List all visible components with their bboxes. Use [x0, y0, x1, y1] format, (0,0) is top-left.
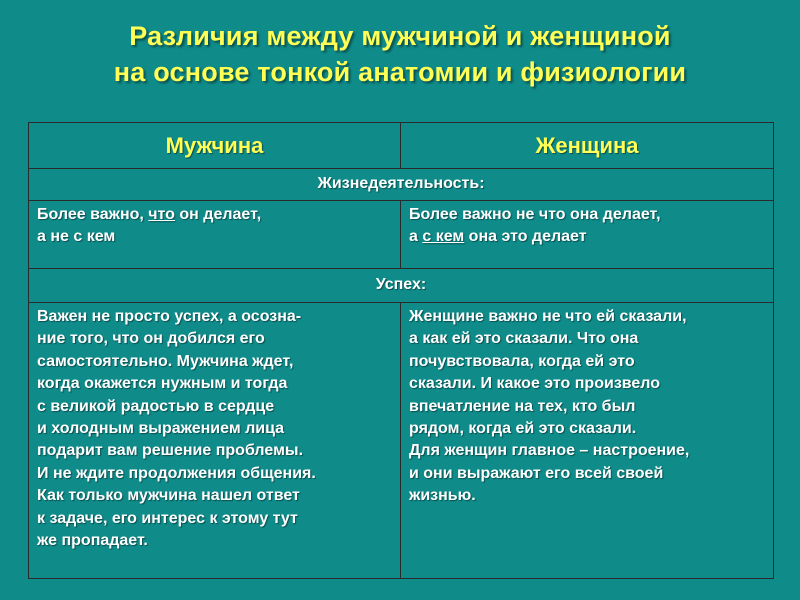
text-line: почувствовала, когда ей это [409, 352, 635, 370]
text-fragment: она это делает [464, 228, 587, 246]
text-line: а как ей это сказали. Что она [409, 330, 639, 348]
text-line: с великой радостью в сердце [37, 397, 275, 415]
header-woman: Женщина [401, 123, 774, 169]
header-row [29, 123, 774, 169]
text-line: Женщине важно не что ей сказали, [409, 308, 687, 325]
title-line-1: Различия между мужчиной и женщиной [129, 21, 671, 51]
text-line: самостоятельно. Мужчина ждет, [37, 352, 294, 370]
text-line: впечатление на тех, кто был [409, 397, 636, 415]
text-line: рядом, когда ей это сказали. [409, 420, 637, 438]
section-label-activity: Жизнедеятельность: [29, 169, 774, 201]
table-row [29, 201, 774, 269]
cell-woman-success [401, 303, 774, 579]
underlined-text: с кем [422, 228, 465, 246]
text-fragment: он делает, [174, 206, 262, 223]
text-line: жизнью. [409, 487, 476, 505]
text-fragment: а [409, 228, 423, 246]
title-line-2: на основе тонкой анатомии и физиологии [113, 57, 687, 87]
text-line: Для женщин главное – настроение, [409, 442, 690, 460]
page-title [0, 18, 800, 90]
header-man: Мужчина [29, 123, 401, 169]
text-line: и они выражают его всей своей [409, 464, 664, 482]
section-label-success: Успех: [29, 269, 774, 303]
text-line: к задаче, его интерес к этому тут [37, 509, 298, 527]
text-line: же пропадает. [37, 532, 148, 550]
text-line: когда окажется нужным и тогда [37, 375, 288, 393]
text-line: и холодным выражением лица [37, 420, 285, 438]
cell-man-activity [29, 201, 401, 269]
text-line [37, 204, 392, 226]
text-line: ние того, что он добился его [37, 330, 265, 348]
section-row [29, 269, 774, 303]
text-line: И не ждите продолжения общения. [37, 464, 316, 482]
section-row [29, 169, 774, 201]
text-line: а не с кем [37, 228, 116, 246]
text-fragment: Более важно, [37, 206, 149, 223]
text-line: Как только мужчина нашел ответ [37, 487, 300, 505]
underlined-text: что [148, 206, 175, 223]
cell-man-success [29, 303, 401, 579]
comparison-table [28, 122, 774, 579]
text-line: Более важно не что она делает, [409, 206, 661, 223]
table-row [29, 303, 774, 579]
text-line: Важен не просто успех, а осозна- [37, 308, 302, 325]
cell-woman-activity [401, 201, 774, 269]
text-line [409, 226, 765, 248]
text-line: сказали. И какое это произвело [409, 375, 661, 393]
text-line: подарит вам решение проблемы. [37, 442, 304, 460]
